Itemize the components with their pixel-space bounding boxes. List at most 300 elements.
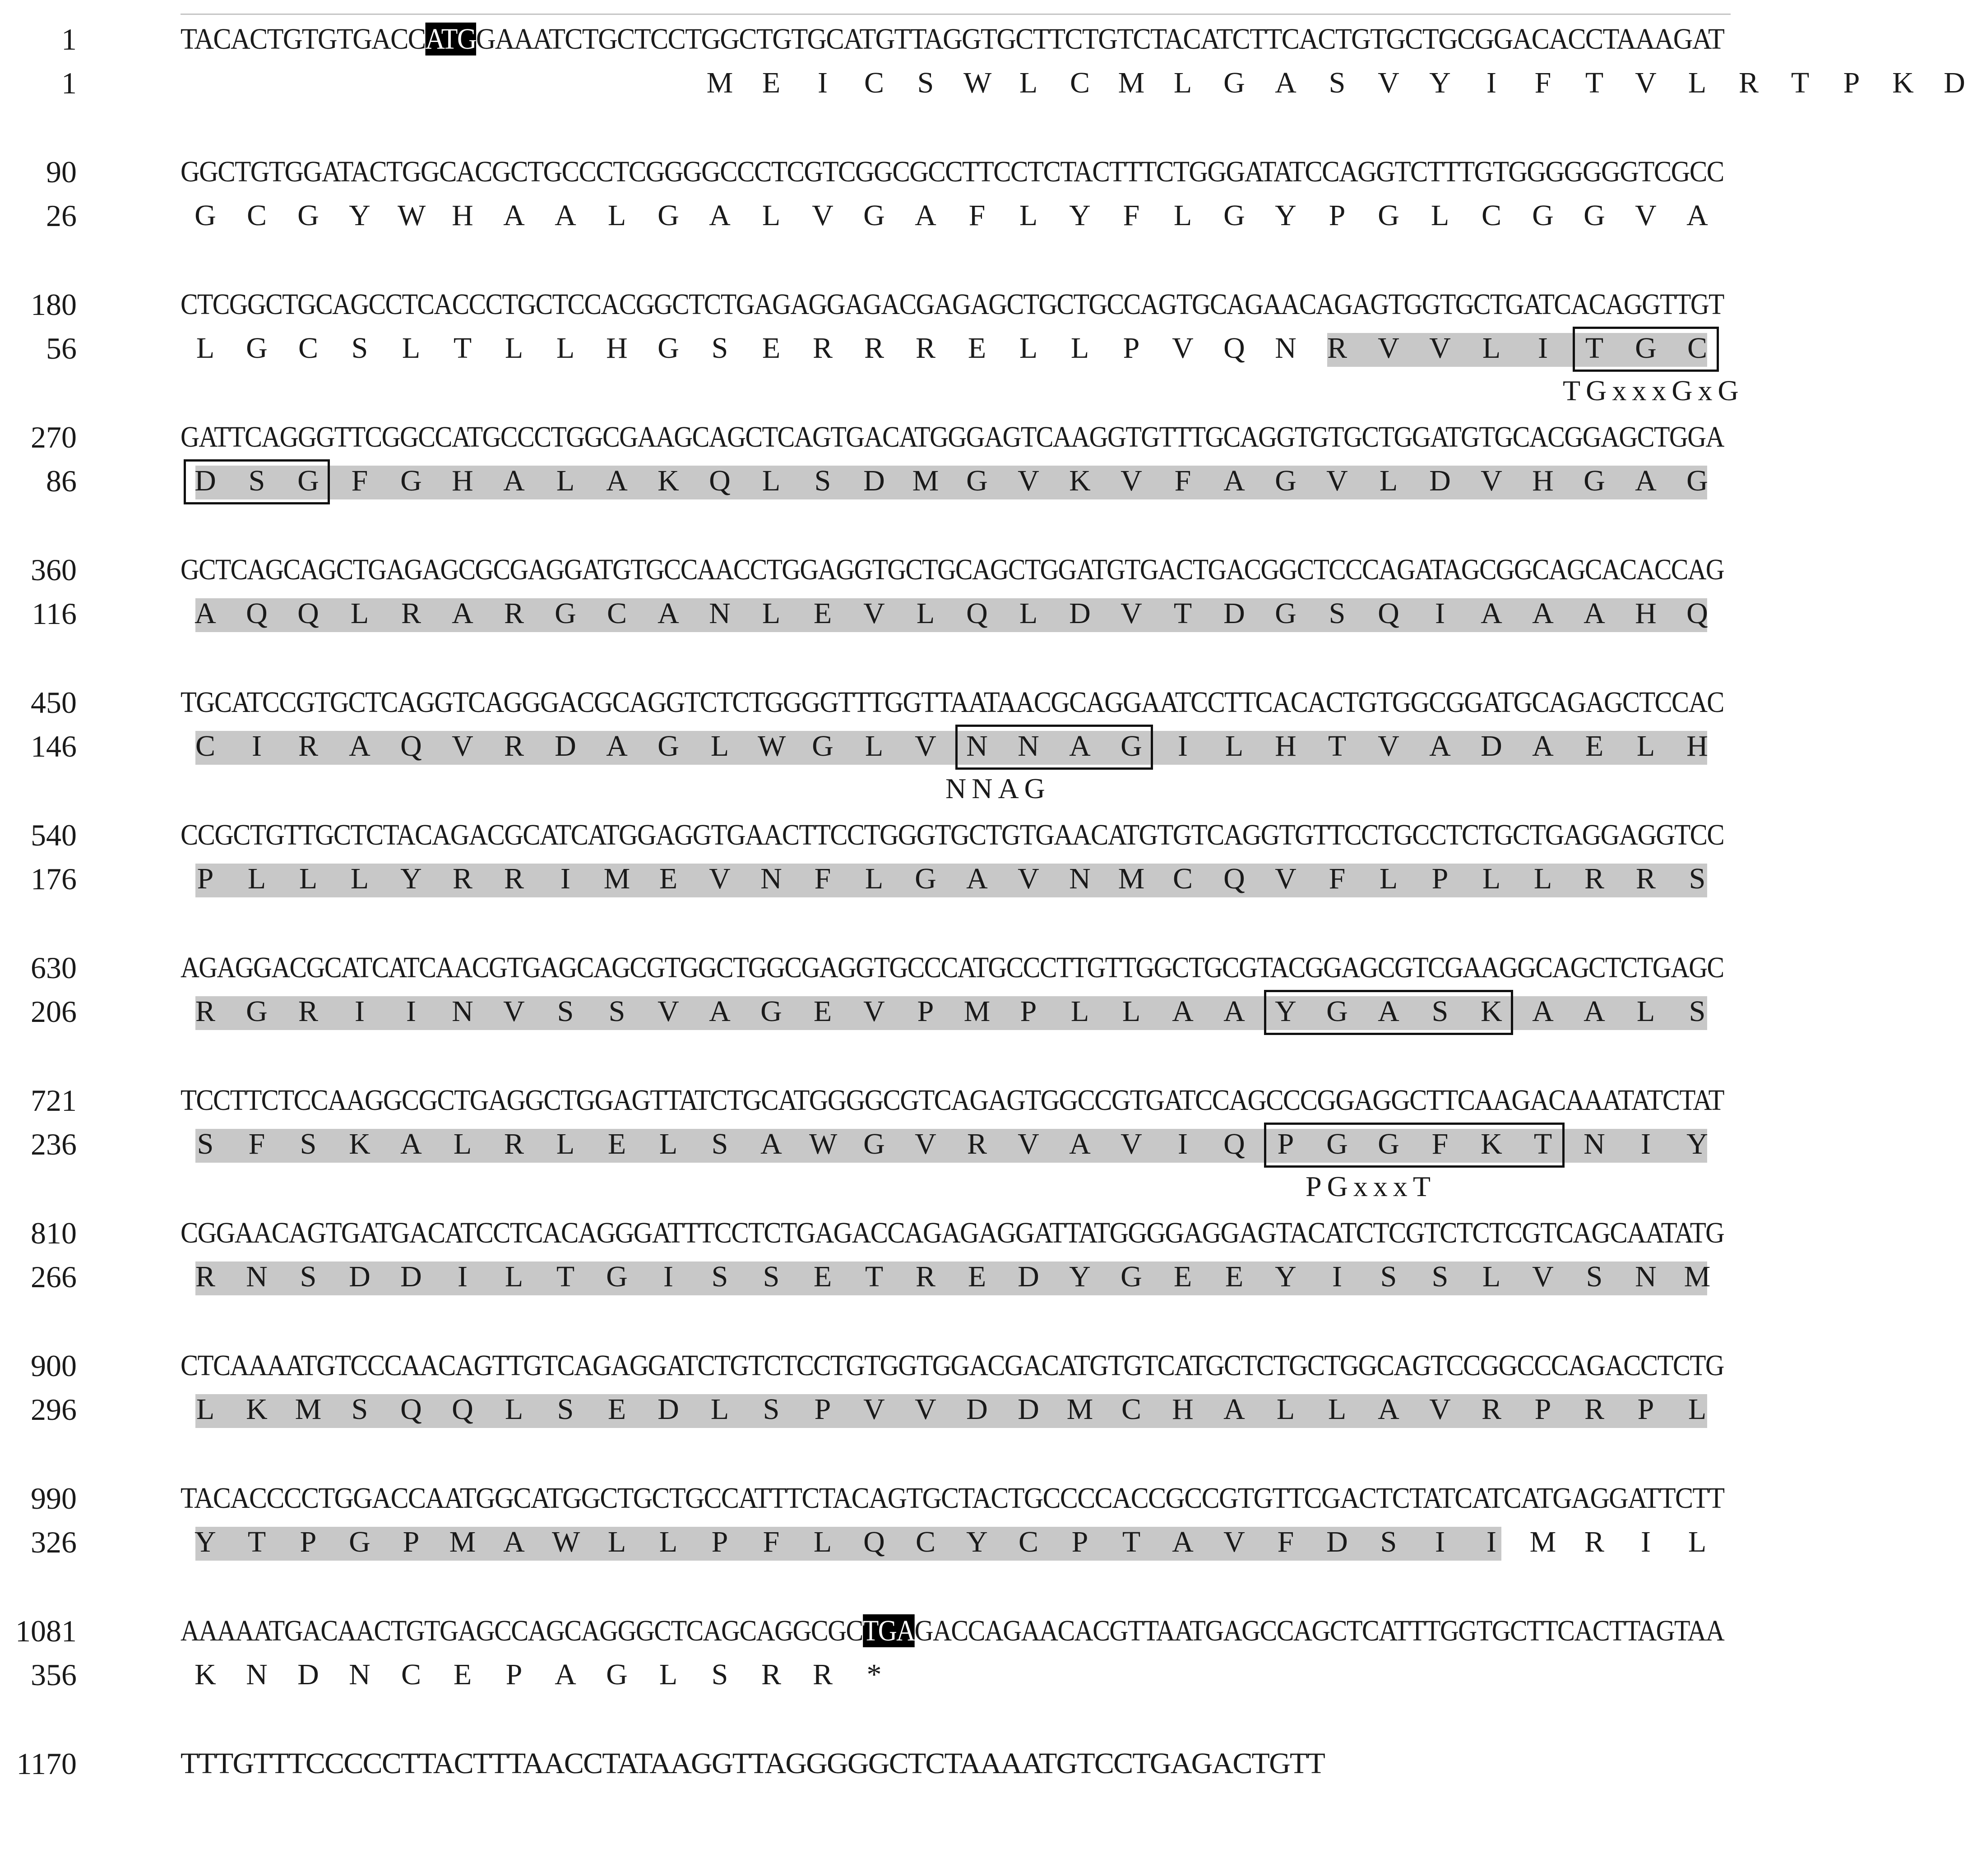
amino-acid: V	[1172, 332, 1194, 365]
amino-acid: A	[1532, 597, 1554, 630]
amino-acid: E	[762, 332, 781, 365]
nucleotide-position: 721	[31, 1083, 77, 1118]
amino-acid-position: 236	[31, 1127, 77, 1161]
amino-acid: L	[762, 597, 781, 630]
amino-acid: N	[246, 1658, 268, 1691]
amino-acid: F	[1277, 1525, 1294, 1558]
sequence-block	[0, 1742, 1741, 1876]
amino-acid: H	[1686, 730, 1708, 762]
amino-acid: L	[556, 1127, 575, 1160]
amino-acid: Q	[1686, 597, 1708, 630]
nucleotide-sequence: CTCAAAATGTCCCAACAGTTGTCAGAGGATCTGTCTCCTGTGGTGGACGACATGTGTCATGCTCTGCTGGCAGTCCGGCCCAGACCTCTG	[181, 1349, 1724, 1382]
amino-acid: K	[1069, 464, 1091, 497]
amino-acid: S	[1431, 995, 1449, 1028]
amino-acid: L	[762, 199, 781, 232]
amino-acid: L	[1482, 862, 1501, 895]
amino-acid: P	[1843, 66, 1860, 99]
amino-acid: Y	[400, 862, 422, 895]
sequence-block	[0, 283, 1744, 417]
motif-label: TGxxxGxG	[1563, 374, 1744, 407]
amino-acid: E	[968, 332, 986, 365]
amino-acid: Q	[1223, 862, 1245, 895]
amino-acid: C	[401, 1658, 421, 1691]
amino-acid: W	[758, 730, 786, 762]
amino-acid: A	[1429, 730, 1451, 762]
amino-acid: R	[1738, 66, 1759, 99]
amino-acid: R	[504, 597, 524, 630]
amino-acid: Q	[1223, 1127, 1245, 1160]
amino-acid: S	[300, 1260, 317, 1293]
amino-acid: L	[1636, 730, 1655, 762]
amino-acid: C	[246, 199, 267, 232]
amino-acid: M	[1066, 1393, 1093, 1426]
amino-acid: E	[762, 66, 781, 99]
amino-acid: S	[711, 1658, 728, 1691]
amino-acid: T	[1328, 730, 1347, 762]
amino-acid: L	[1482, 1260, 1501, 1293]
amino-acid: L	[916, 597, 935, 630]
amino-acid: V	[1429, 332, 1451, 365]
amino-acid: G	[555, 597, 576, 630]
amino-acid: A	[1584, 597, 1605, 630]
amino-acid: W	[552, 1525, 580, 1558]
amino-acid: C	[1018, 1525, 1039, 1558]
amino-acid: R	[915, 1260, 936, 1293]
amino-acid: V	[915, 1393, 936, 1426]
amino-acid: D	[1429, 464, 1451, 497]
amino-acid: V	[915, 1127, 936, 1160]
amino-acid: A	[709, 995, 731, 1028]
amino-acid: G	[297, 199, 319, 232]
amino-acid: T	[1791, 66, 1810, 99]
amino-acid-position: 146	[31, 729, 77, 763]
amino-acid: Y	[1429, 66, 1451, 99]
amino-acid: F	[814, 862, 831, 895]
amino-acid: L	[865, 862, 884, 895]
amino-acid: Y	[349, 199, 370, 232]
nucleotide-position: 990	[31, 1481, 77, 1516]
amino-acid: T	[1585, 332, 1604, 365]
amino-acid-position: 26	[46, 199, 77, 233]
nucleotide-sequence: TCCTTCTCCAAGGCGCTGAGGCTGGAGTTATCTGCATGGGGCGTCAGAGTGGCCGTGATCCAGCCCGGAGGCTTCAAGACAAATATCTAT	[181, 1084, 1724, 1117]
amino-acid: P	[1020, 995, 1037, 1028]
amino-acid: L	[1688, 1393, 1707, 1426]
amino-acid: C	[1687, 332, 1708, 365]
amino-acid: L	[556, 464, 575, 497]
amino-acid: S	[763, 1393, 780, 1426]
amino-acid: L	[1533, 862, 1552, 895]
amino-acid: L	[556, 332, 575, 365]
top-rule	[181, 14, 1731, 15]
amino-acid: R	[504, 1127, 524, 1160]
amino-acid: G	[1121, 1260, 1142, 1293]
amino-acid: K	[194, 1658, 216, 1691]
amino-acid: W	[809, 1127, 838, 1160]
nucleotide-sequence: TTTGTTTCCCCCTTACTTTAACCTATAAGGTTAGGGGGCTCTAAAATGTCCTGAGACTGTT	[181, 1747, 1324, 1780]
amino-acid: M	[1118, 862, 1145, 895]
amino-acid: R	[1584, 1525, 1605, 1558]
amino-acid: V	[1532, 1260, 1554, 1293]
amino-acid: M	[295, 1393, 322, 1426]
start-codon: ATG	[425, 23, 476, 55]
amino-acid: E	[813, 1260, 832, 1293]
amino-acid: A	[1481, 597, 1502, 630]
amino-acid: L	[659, 1525, 678, 1558]
amino-acid: S	[711, 1127, 728, 1160]
nucleotide-sequence: CTCGGCTGCAGCCTCACCCTGCTCCACGGCTCTGAGAGGAGACGAGAGCTGCTGCCAGTGCAGAACAGAGTGGTGCTGATCACAGGTTGT	[181, 288, 1724, 321]
amino-acid: M	[603, 862, 630, 895]
amino-acid: R	[195, 1260, 216, 1293]
amino-acid: A	[966, 862, 988, 895]
amino-acid: Y	[1686, 1127, 1708, 1160]
amino-acid: G	[1223, 66, 1245, 99]
amino-acid: G	[658, 730, 679, 762]
amino-acid: T	[247, 1525, 266, 1558]
amino-acid: L	[505, 1393, 523, 1426]
amino-acid: H	[452, 464, 473, 497]
amino-acid: T	[1585, 66, 1604, 99]
amino-acid: S	[763, 1260, 780, 1293]
amino-acid: G	[1378, 1127, 1399, 1160]
sequence-block	[0, 1345, 1741, 1478]
nucleotide-sequence: GATTCAGGGTTCGGCCATGCCCTGGCGAAGCAGCTCAGTGACATGGGAGTCAAGGTGTTTGCAGGTGTGCTGGATGTGCACGGAGCTGGA	[181, 420, 1724, 453]
amino-acid: D	[297, 1658, 319, 1691]
amino-acid: V	[863, 1393, 885, 1426]
amino-acid: K	[1481, 995, 1502, 1028]
amino-acid: R	[195, 995, 216, 1028]
amino-acid: V	[915, 730, 936, 762]
amino-acid: G	[863, 1127, 885, 1160]
amino-acid: Q	[1378, 597, 1399, 630]
amino-acid: Y	[1275, 199, 1297, 232]
amino-acid: Q	[863, 1525, 885, 1558]
amino-acid: F	[1534, 66, 1551, 99]
amino-acid: G	[400, 464, 422, 497]
amino-acid: P	[1277, 1127, 1294, 1160]
amino-acid: L	[1328, 1393, 1347, 1426]
amino-acid: V	[1018, 1127, 1039, 1160]
amino-acid: V	[1121, 597, 1142, 630]
amino-acid: N	[760, 862, 782, 895]
amino-acid: I	[458, 1260, 468, 1293]
amino-acid: K	[658, 464, 679, 497]
amino-acid: S	[711, 332, 728, 365]
amino-acid: V	[812, 199, 834, 232]
amino-acid: S	[1689, 995, 1706, 1028]
sequence-block	[0, 1212, 1741, 1345]
amino-acid: V	[1018, 464, 1039, 497]
amino-acid: R	[401, 597, 421, 630]
amino-acid: T	[556, 1260, 575, 1293]
amino-acid: D	[1223, 597, 1245, 630]
amino-acid: A	[400, 1127, 422, 1160]
amino-acid: S	[1431, 1260, 1449, 1293]
amino-acid: S	[1586, 1260, 1603, 1293]
amino-acid: V	[452, 730, 473, 762]
amino-acid: L	[196, 1393, 215, 1426]
sequence-block	[0, 681, 1741, 815]
amino-acid: A	[555, 199, 576, 232]
amino-acid: H	[1635, 597, 1657, 630]
amino-acid: L	[1276, 1393, 1295, 1426]
amino-acid: A	[915, 199, 936, 232]
amino-acid: R	[1327, 332, 1348, 365]
amino-acid: N	[1018, 730, 1039, 762]
sequence-block	[0, 151, 1741, 284]
amino-acid: C	[915, 1525, 936, 1558]
amino-acid: G	[1378, 199, 1399, 232]
amino-acid-position: 1	[61, 66, 77, 100]
amino-acid: V	[1275, 862, 1297, 895]
amino-acid: Q	[246, 597, 268, 630]
amino-acid: G	[1223, 199, 1245, 232]
amino-acid: G	[246, 995, 268, 1028]
amino-acid: F	[248, 1127, 265, 1160]
amino-acid: L	[1070, 995, 1089, 1028]
sequence-block	[0, 18, 1965, 152]
sequence-block	[0, 1079, 1741, 1213]
amino-acid: A	[1378, 1393, 1399, 1426]
amino-acid: V	[709, 862, 731, 895]
amino-acid: L	[1636, 995, 1655, 1028]
amino-acid: V	[1018, 862, 1039, 895]
amino-acid: H	[1275, 730, 1297, 762]
nucleotide-position: 900	[31, 1349, 77, 1383]
amino-acid: A	[709, 199, 731, 232]
amino-acid: Q	[400, 730, 422, 762]
nucleotide-sequence: TACACCCCTGGACCAATGGCATGGCTGCTGCCATTTCTACAGTGCTACTGCCCCACCGCCGTGTTCGACTCTATCATCATGAGGATTCTT	[181, 1482, 1724, 1515]
motif-box	[1264, 1123, 1565, 1168]
amino-acid: P	[1637, 1393, 1654, 1426]
amino-acid: I	[1435, 1525, 1445, 1558]
amino-acid: R	[504, 730, 524, 762]
amino-acid: Y	[1275, 1260, 1297, 1293]
amino-acid: S	[1689, 862, 1706, 895]
nucleotide-position: 1	[61, 22, 77, 56]
amino-acid: E	[453, 1658, 472, 1691]
amino-acid: N	[1635, 1260, 1657, 1293]
amino-acid: G	[915, 862, 936, 895]
amino-acid: L	[1019, 332, 1038, 365]
nucleotide-position: 1170	[16, 1747, 77, 1781]
amino-acid: G	[1584, 199, 1605, 232]
amino-acid: T	[453, 332, 472, 365]
amino-acid: F	[968, 199, 986, 232]
domain-shading	[195, 1527, 1501, 1561]
amino-acid: C	[864, 66, 884, 99]
sequence-block	[0, 549, 1741, 682]
amino-acid: D	[966, 1393, 988, 1426]
amino-acid: R	[504, 862, 524, 895]
sequence-block	[0, 947, 1741, 1080]
amino-acid: R	[298, 995, 319, 1028]
amino-acid: A	[503, 199, 525, 232]
amino-acid: R	[967, 1127, 987, 1160]
amino-acid: V	[1635, 66, 1657, 99]
amino-acid-position: 356	[31, 1658, 77, 1692]
amino-acid: V	[1378, 66, 1399, 99]
amino-acid: L	[505, 1260, 523, 1293]
amino-acid: C	[1481, 199, 1502, 232]
nucleotide-position: 630	[31, 951, 77, 985]
amino-acid: E	[659, 862, 678, 895]
amino-acid: M	[1529, 1525, 1556, 1558]
amino-acid: D	[1326, 1525, 1348, 1558]
amino-acid: D	[1018, 1260, 1039, 1293]
amino-acid: G	[1121, 730, 1142, 762]
amino-acid: I	[252, 730, 262, 762]
amino-acid: H	[606, 332, 628, 365]
amino-acid: D	[1069, 597, 1091, 630]
amino-acid: L	[350, 862, 369, 895]
amino-acid: S	[248, 464, 265, 497]
amino-acid: L	[1688, 1525, 1707, 1558]
amino-acid: N	[246, 1260, 268, 1293]
nucleotide-position: 360	[31, 553, 77, 587]
stop-codon: TGA	[862, 1614, 915, 1647]
amino-acid: Y	[1069, 1260, 1091, 1293]
amino-acid: P	[505, 1658, 523, 1691]
amino-acid: M	[1684, 1260, 1711, 1293]
amino-acid-position: 116	[32, 596, 77, 631]
amino-acid: R	[761, 1658, 782, 1691]
amino-acid: Y	[966, 1525, 988, 1558]
amino-acid: A	[1635, 464, 1657, 497]
nucleotide-sequence: TACACTGTGTGACCATGGAAATCTGCTCCTGGCTGTGCATGTTAGGTGCTTCTGTCTACATCTTCACTGTGCTGCGGACACCTAAAGAT	[181, 23, 1724, 55]
amino-acid: G	[1686, 464, 1708, 497]
amino-acid: L	[1019, 66, 1038, 99]
amino-acid: A	[349, 730, 370, 762]
amino-acid: N	[349, 1658, 370, 1691]
amino-acid: C	[1121, 1393, 1142, 1426]
amino-acid: S	[917, 66, 934, 99]
amino-acid: T	[1533, 1127, 1552, 1160]
amino-acid: A	[1532, 995, 1554, 1028]
amino-acid: Y	[1275, 995, 1297, 1028]
nucleotide-position: 90	[46, 155, 77, 189]
amino-acid: K	[1892, 66, 1914, 99]
amino-acid: V	[863, 995, 885, 1028]
amino-acid: V	[503, 995, 525, 1028]
amino-acid: L	[1379, 464, 1398, 497]
amino-acid: L	[505, 332, 523, 365]
amino-acid: N	[966, 730, 988, 762]
amino-acid: V	[1429, 1393, 1451, 1426]
nucleotide-sequence: CGGAACAGTGATGACATCCTCACAGGGATTTCCTCTGAGACCAGAGAGGATTATGGGGAGGAGTACATCTCGTCTCTCGTCAGCAATATG	[181, 1216, 1724, 1249]
amino-acid: I	[1435, 597, 1445, 630]
amino-acid: G	[863, 199, 885, 232]
sequence-block	[0, 814, 1741, 947]
amino-acid: L	[1019, 199, 1038, 232]
amino-acid: A	[452, 597, 473, 630]
amino-acid: C	[607, 597, 627, 630]
amino-acid: P	[917, 995, 934, 1028]
amino-acid: P	[197, 862, 214, 895]
amino-acid: Q	[452, 1393, 473, 1426]
amino-acid: R	[1584, 1393, 1605, 1426]
amino-acid: S	[1329, 597, 1346, 630]
amino-acid: A	[503, 464, 525, 497]
amino-acid: S	[351, 1393, 368, 1426]
amino-acid: C	[1172, 862, 1193, 895]
amino-acid: I	[1538, 332, 1548, 365]
amino-acid: L	[659, 1127, 678, 1160]
amino-acid: V	[658, 995, 679, 1028]
amino-acid: V	[1121, 464, 1142, 497]
nucleotide-position: 450	[31, 685, 77, 720]
amino-acid: L	[350, 597, 369, 630]
amino-acid: A	[658, 597, 679, 630]
amino-acid: N	[1275, 332, 1297, 365]
amino-acid: P	[711, 1525, 728, 1558]
amino-acid: A	[1223, 464, 1245, 497]
amino-acid: L	[1688, 66, 1707, 99]
amino-acid: S	[557, 995, 574, 1028]
amino-acid: M	[963, 995, 991, 1028]
amino-acid: D	[555, 730, 576, 762]
amino-acid-position: 326	[31, 1525, 77, 1559]
amino-acid: D	[1481, 730, 1502, 762]
nucleotide-position: 810	[31, 1216, 77, 1250]
amino-acid: L	[453, 1127, 472, 1160]
amino-acid: G	[1532, 199, 1554, 232]
amino-acid: L	[1431, 199, 1449, 232]
nucleotide-position: 540	[31, 818, 77, 852]
amino-acid: D	[1018, 1393, 1039, 1426]
amino-acid: A	[503, 1525, 525, 1558]
amino-acid: Q	[709, 464, 731, 497]
amino-acid: L	[865, 730, 884, 762]
amino-acid: F	[1174, 464, 1191, 497]
amino-acid: I	[1486, 1525, 1496, 1558]
amino-acid: D	[658, 1393, 679, 1426]
amino-acid: I	[406, 995, 416, 1028]
amino-acid: F	[1431, 1127, 1449, 1160]
amino-acid: V	[1223, 1525, 1245, 1558]
amino-acid: V	[1326, 464, 1348, 497]
amino-acid: L	[247, 862, 266, 895]
amino-acid: L	[1122, 995, 1141, 1028]
amino-acid: G	[658, 332, 679, 365]
amino-acid: S	[1380, 1525, 1397, 1558]
amino-acid: A	[606, 464, 628, 497]
amino-acid: R	[812, 1658, 833, 1691]
amino-acid: L	[1482, 332, 1501, 365]
amino-acid: M	[449, 1525, 476, 1558]
amino-acid: S	[300, 1127, 317, 1160]
amino-acid: P	[814, 1393, 831, 1426]
amino-acid: N	[709, 597, 731, 630]
amino-acid: S	[608, 995, 625, 1028]
amino-acid: I	[355, 995, 365, 1028]
amino-acid: L	[299, 862, 318, 895]
amino-acid: V	[1378, 730, 1399, 762]
amino-acid: S	[557, 1393, 574, 1426]
amino-acid: L	[402, 332, 421, 365]
amino-acid: R	[1481, 1393, 1502, 1426]
amino-acid: R	[1635, 862, 1656, 895]
amino-acid: E	[1173, 1260, 1192, 1293]
amino-acid: W	[398, 199, 426, 232]
amino-acid: V	[863, 597, 885, 630]
amino-acid: A	[194, 597, 216, 630]
amino-acid-position: 176	[31, 862, 77, 896]
amino-acid-position: 56	[46, 331, 77, 365]
amino-acid: L	[710, 730, 729, 762]
amino-acid: L	[1070, 332, 1089, 365]
amino-acid: L	[762, 464, 781, 497]
nucleotide-sequence: TGCATCCGTGCTCAGGTCAGGGACGCAGGTCTCTGGGGTTTGGTTAATAACGCAGGAATCCTTCACACTGTGGCGGATGCAGAGCTCCAC	[181, 686, 1724, 719]
